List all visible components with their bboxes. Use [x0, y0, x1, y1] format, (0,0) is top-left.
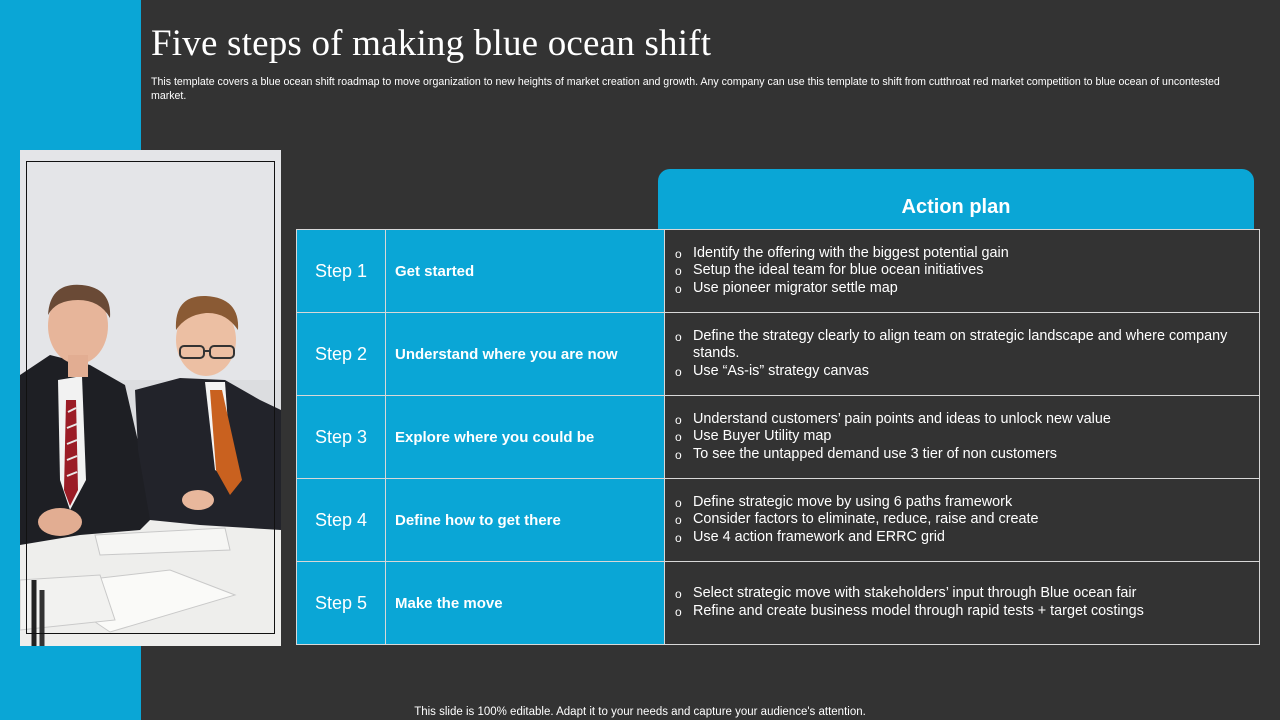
step-name: Understand where you are now: [386, 313, 665, 396]
step-number: Step 5: [297, 562, 386, 645]
action-plan-header: Action plan: [658, 169, 1254, 229]
bullet-icon: o: [675, 430, 682, 445]
action-text: Define strategic move by using 6 paths framework: [693, 493, 1013, 510]
table-row: [297, 230, 1260, 313]
bullet-icon: o: [675, 364, 682, 379]
action-text: Select strategic move with stakeholders’ input through Blue ocean fair: [693, 585, 1137, 602]
list-item: [675, 245, 1241, 263]
bullet-icon: o: [675, 495, 682, 510]
list-item: [675, 511, 1241, 529]
list-item: [675, 603, 1241, 621]
slide-subtitle: This template covers a blue ocean shift roadmap to move organization to new heights of market creation and growth. Any company can use this template to shift from cutthroat red market competition to blue ocean of uncontested market.: [151, 76, 1220, 102]
list-item: [675, 494, 1241, 512]
list-item: [675, 262, 1241, 280]
table-row: [297, 396, 1260, 479]
action-text: Define the strategy clearly to align team on strategic landscape and where company stands.: [693, 327, 1228, 362]
businessmen-illustration: [20, 150, 281, 646]
bullet-icon: o: [675, 281, 682, 296]
action-text: Consider factors to eliminate, reduce, raise and create: [693, 511, 1039, 528]
table-row: [297, 479, 1260, 562]
step-actions: [665, 313, 1260, 396]
list-item: [675, 411, 1241, 429]
step-number: Step 1: [297, 230, 386, 313]
bullet-icon: o: [675, 264, 682, 279]
step-number: Step 4: [297, 479, 386, 562]
bullet-icon: o: [675, 605, 682, 619]
step-actions: [665, 230, 1260, 313]
table-row: [297, 562, 1260, 645]
action-text: Setup the ideal team for blue ocean initiatives: [693, 262, 984, 279]
list-item: [675, 328, 1241, 363]
list-item: [675, 585, 1241, 603]
step-actions: [665, 396, 1260, 479]
bullet-icon: o: [675, 587, 682, 602]
steps-table: [296, 229, 1260, 645]
step-actions: [665, 479, 1260, 562]
footer-note: [0, 706, 1280, 718]
bullet-icon: o: [675, 329, 682, 344]
action-text: Use pioneer migrator settle map: [693, 279, 898, 296]
list-item: [675, 529, 1241, 547]
action-text: Use Buyer Utility map: [693, 428, 832, 445]
bullet-icon: o: [675, 412, 682, 427]
bullet-icon: o: [675, 246, 682, 261]
list-item: [675, 280, 1241, 298]
action-text: Refine and create business model through rapid tests + target costings: [693, 603, 1144, 619]
step-name: Get started: [386, 230, 665, 313]
action-text: Use “As-is” strategy canvas: [693, 362, 869, 379]
businessmen-photo: [20, 150, 281, 646]
step-number: Step 3: [297, 396, 386, 479]
bullet-icon: o: [675, 530, 682, 545]
step-name: Explore where you could be: [386, 396, 665, 479]
list-item: [675, 363, 1241, 381]
action-text: Understand customers’ pain points and ideas to unlock new value: [693, 410, 1111, 427]
action-text: To see the untapped demand use 3 tier of non customers: [693, 445, 1057, 462]
footer-text: This slide is 100% editable. Adapt it to your needs and capture your audience's attention.: [414, 706, 866, 718]
action-text: Identify the offering with the biggest potential gain: [693, 244, 1009, 261]
step-name: Make the move: [386, 562, 665, 645]
list-item: [675, 446, 1241, 464]
bullet-icon: o: [675, 447, 682, 462]
step-actions: [665, 562, 1260, 645]
step-number: Step 2: [297, 313, 386, 396]
step-name: Define how to get there: [386, 479, 665, 562]
action-text: Use 4 action framework and ERRC grid: [693, 528, 945, 545]
list-item: [675, 428, 1241, 446]
bullet-icon: o: [675, 513, 682, 528]
slide-title: Five steps of making blue ocean shift: [151, 23, 712, 64]
table-row: [297, 313, 1260, 396]
